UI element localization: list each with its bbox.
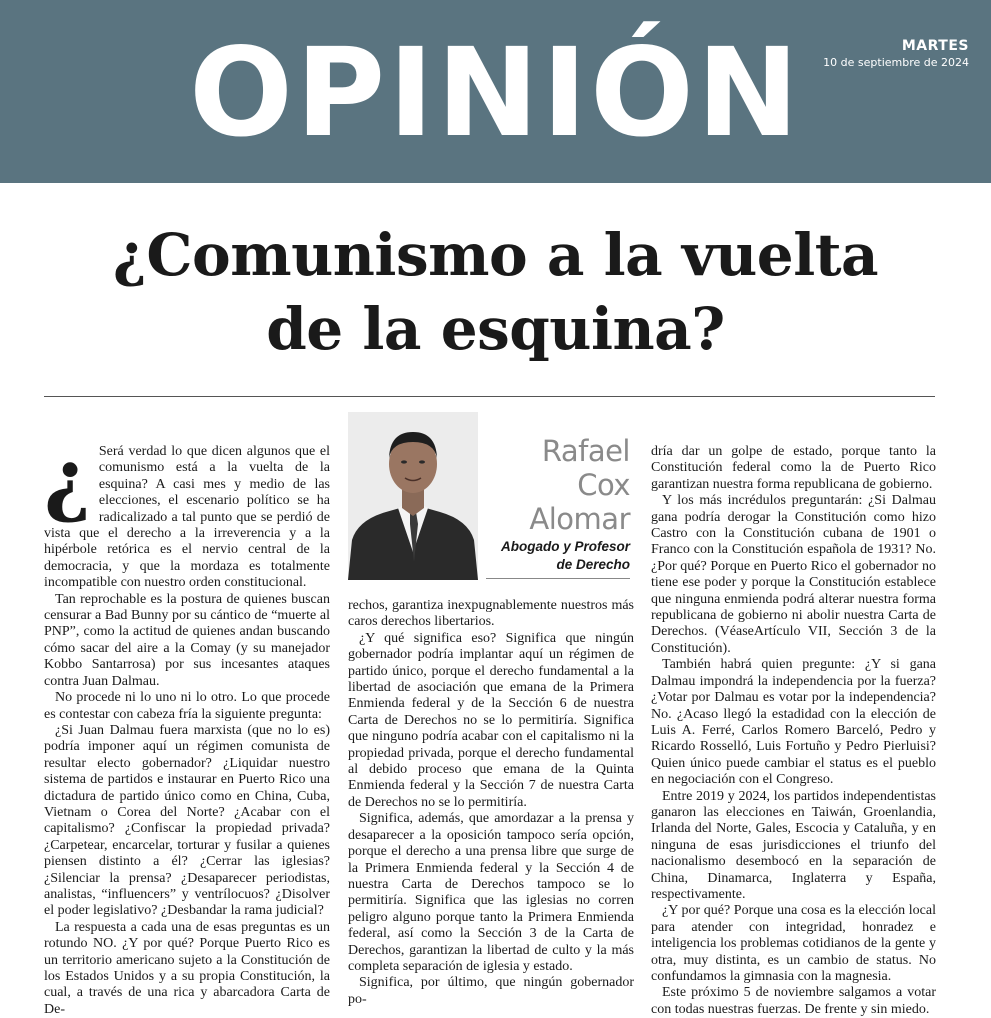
paragraph: ¿Si Juan Dalmau fuera marxista (que no lo es) podría imponer aquí un régimen comunista de resultar electo gobernador? ¿Liquidar nuestro sistema de partidos e instaurar en Puerto Rico una dictadura de partido único como en China, Cuba, Vietnam o Corea del Norte? ¿Acabar con el capitalismo? ¿Confiscar la propiedad privada? ¿Carpetear, encarcelar, torturar y fusilar a quienes piensen distinto a él? ¿Cerrar las iglesias? ¿Silenciar la prensa? ¿Desaparecer periodistas, analistas, “influencers” y ventrílocuos? ¿Disolver el poder legislativo? ¿Desbandar la rama judicial? [44, 722, 330, 919]
author-first-name: Rafael [541, 434, 630, 468]
author-role [470, 538, 630, 574]
author-name [470, 434, 630, 536]
article-column-2 [348, 598, 634, 1008]
author-photo [348, 412, 478, 580]
drop-cap: ¿ [44, 432, 91, 526]
headline-line-1: ¿Comunismo a la vuelta [112, 221, 879, 289]
paragraph: No procede ni lo uno ni lo otro. Lo que procede es contestar con cabeza fría la siguiente pregunta: [44, 690, 330, 722]
author-role-line-2: de Derecho [556, 557, 630, 572]
headline-line-2: de la esquina? [266, 295, 725, 363]
paragraph: ¿Y por qué? Porque una cosa es la elección local para atender con integridad, honradez e inteligencia los problemas cotidianos de la gente y otra, muy distinta, es un cambio de status. No confundamos la gimnasia con la magnesia. [651, 903, 936, 984]
author-last-name: Cox Alomar [529, 468, 630, 536]
headline-divider [44, 396, 935, 397]
paragraph: ¿ Será verdad lo que dicen algunos que el comunismo está a la vuelta de la esquina? A casi mes y medio de las elecciones, el escenario político se ha radicalizado a tal punto que se perdió de vista que el derecho a la irreverencia y a la hipérbole retórica es el nervio central de la democracia, y que la mordaza es totalmente incompatible con nuestro orden constitucional. [44, 432, 330, 591]
paragraph: rechos, garantiza inexpugnablemente nuestros más caros derechos libertarios. [348, 598, 634, 630]
paragraph: También habrá quien pregunte: ¿Y si gana Dalmau impondrá la independencia por la fuerza? ¿Votar por Dalmau es votar por la independencia? No. ¿Acaso llegó la estadidad con la elección de Luis A. Ferré, Carlos Romero Barceló, Pedro y Ricardo Rosselló, Luis Fortuño y Pedro Pierluisi? Quien único puede cambiar el status es el pueblo en negociación con el Congreso. [651, 657, 936, 788]
issue-day: MARTES [901, 38, 969, 54]
paragraph: Y los más incrédulos preguntarán: ¿Si Dalmau gana podría derogar la Constitución como hizo Castro con la Constitución cubana de 1901 o Franco con la Constitución española de 1931? No. ¿Por qué? Porque en Puerto Rico el gobernador no tiene ese poder y porque la Constitución establece que ninguna enmienda podrá alterar nuestra forma republicana de gobierno ni abolir nuestra Carta de Derechos. (VéaseArtículo VII, Sección 3 de la Constitución). [651, 493, 936, 656]
byline-divider [486, 578, 630, 579]
article-column-1 [44, 432, 330, 1018]
paragraph: ¿Y qué significa eso? Significa que ningún gobernador podría implantar aquí un régimen de partido único, porque el derecho fundamental a la libertad de asociación que emana de la Primera Enmienda federal y de la Sección 6 de nuestra Carta de Derechos no se lo permitiría. Significa que ninguno podría acabar con el capitalismo ni la propiedad privada, porque el derecho fundamental al debido proceso que emana de la Quinta Enmienda federal y la Sección 7 de nuestra Carta de Derechos no se lo permitiría. [348, 630, 634, 810]
section-title: OPINIÓN [189, 22, 802, 164]
paragraph: dría dar un golpe de estado, porque tanto la Constitución federal como la de Puerto Rico garantizan nuestra forma republicana de gobierno. [651, 444, 936, 492]
paragraph: Tan reprochable es la postura de quienes buscan censurar a Bad Bunny por su cántico de “muerte al PNP”, como la actitud de quienes andan buscando cómo sacar del aire a la Comay (y su manejador Kobbo Santarrosa) por sus incesantes ataques contra Juan Dalmau. [44, 591, 330, 689]
author-role-line-1: Abogado y Profesor [500, 539, 630, 554]
article-column-3 [651, 444, 936, 1018]
paragraph: Este próximo 5 de noviembre salgamos a votar con todas nuestras fuerzas. De frente y sin miedo. [651, 985, 936, 1017]
section-banner [0, 0, 991, 183]
article-headline [40, 218, 951, 366]
paragraph: Entre 2019 y 2024, los partidos independentistas ganaron las elecciones en Taiwán, Groenlandia, Irlanda del Norte, Gales, Escocia y Cataluña, y en ninguna de esas jurisdicciones el triunfo del nacionalismo desembocó en la separación de China, Dinamarca, Inglaterra y España, respectivamente. [651, 788, 936, 902]
paragraph: Significa, además, que amordazar a la prensa y desaparecer a la oposición tampoco sería opción, porque el derecho a una prensa libre que surge de la Primera Enmienda federal y la Sección 4 de nuestra Carta de Derechos tampoco se lo permitiría. Significa que las iglesias no corren peligro alguno porque tanto la Primera Enmienda federal, así como la Sección 3 de la Carta de Derechos, garantizan la libertad de culto y la más completa separación de iglesia y estado. [348, 811, 634, 974]
issue-date: 10 de septiembre de 2024 [823, 56, 969, 69]
paragraph: Significa, por último, que ningún gobernador po- [348, 975, 634, 1007]
paragraph: La respuesta a cada una de esas preguntas es un rotundo NO. ¿Y por qué? Porque Puerto Rico es un territorio americano sujeto a la Constitución de los Estados Unidos y a su propia Constitución, la cual, a través de una rica y abarcadora Carta de De- [44, 919, 330, 1017]
